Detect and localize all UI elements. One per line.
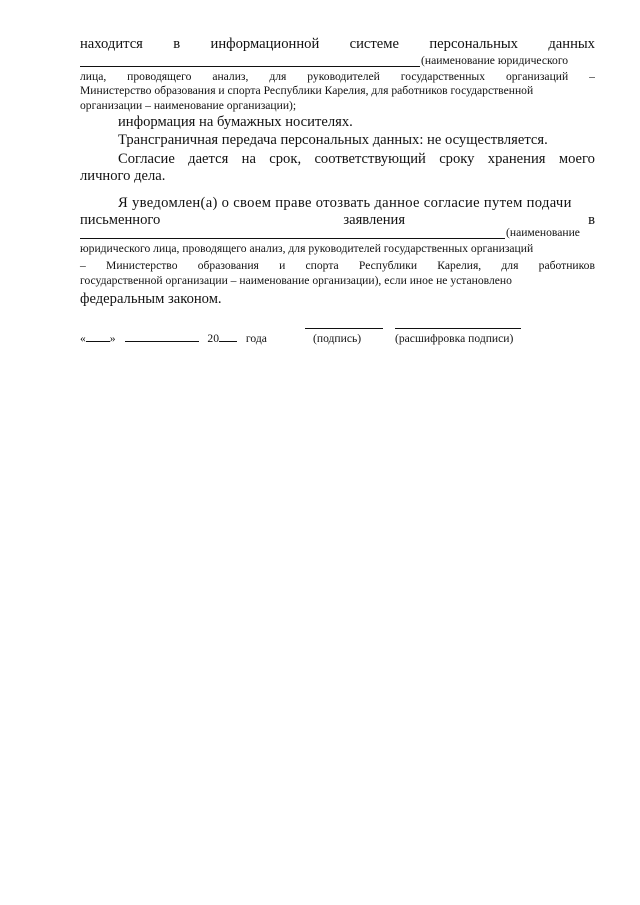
para1-line2-tail: (наименование юридического <box>421 54 569 67</box>
revoke-line6 <box>80 275 512 287</box>
revoke-line6-text: государственной организации – наименование организации), если иное не установлено <box>80 274 512 287</box>
word: Согласие <box>118 151 175 167</box>
word: заявления <box>343 212 406 228</box>
word: лица, <box>80 70 107 83</box>
word: Карелия, <box>437 259 482 272</box>
word: Министерство <box>106 259 178 272</box>
word: срок, <box>269 151 302 167</box>
day-blank <box>86 341 110 342</box>
word: для <box>501 259 519 272</box>
date-field <box>80 333 267 345</box>
para1-line4: Министерство образования и спорта Республики Карелия, для работников государственной <box>80 84 534 97</box>
signature-label: (подпись) <box>313 332 362 345</box>
year-blank <box>219 341 237 342</box>
year-suffix: года <box>245 332 267 345</box>
word: – <box>80 259 86 272</box>
word: данных <box>548 36 595 52</box>
word: работников <box>538 259 595 272</box>
word: государственных <box>400 70 486 83</box>
signature-line <box>305 328 383 329</box>
word: системе <box>349 36 399 52</box>
word: Республики <box>358 259 418 272</box>
word: – <box>589 70 595 83</box>
revoke-line7: федеральным законом. <box>80 291 222 307</box>
word: персональных <box>429 36 518 52</box>
word: информационной <box>210 36 320 52</box>
word: организаций <box>505 70 569 83</box>
date-open-quote: « <box>80 332 86 345</box>
para1-line5: организации – наименование организации); <box>80 99 297 112</box>
org-name-blank-line <box>80 66 420 67</box>
revoke-line1: Я уведомлен(а) о своем праве отозвать данное согласие путем подачи <box>118 195 572 211</box>
revoke-line5 <box>80 259 595 272</box>
word: находится <box>80 36 143 52</box>
word: и <box>279 259 286 272</box>
term-line1 <box>118 151 595 168</box>
word: дается <box>188 151 229 167</box>
word: спорта <box>305 259 339 272</box>
word: для <box>269 70 287 83</box>
authority-name-blank-line <box>80 238 505 239</box>
word: сроку <box>439 151 475 167</box>
word: руководителей <box>307 70 380 83</box>
cross-border-text: Трансграничная передача персональных данных: не осуществляется. <box>118 132 548 148</box>
para1-line1 <box>80 36 595 53</box>
word: письменного <box>80 212 161 228</box>
revoke-line3-tail: (наименование <box>506 226 580 239</box>
month-blank <box>125 341 199 342</box>
word: анализ, <box>212 70 249 83</box>
word: проводящего <box>127 70 192 83</box>
word: соответствующий <box>314 151 426 167</box>
term-line2: личного дела. <box>80 168 166 184</box>
word: в <box>588 212 595 228</box>
decode-label: (расшифровка подписи) <box>395 332 514 345</box>
word: в <box>173 36 181 52</box>
word: хранения <box>487 151 546 167</box>
date-close-quote: » <box>109 332 116 345</box>
revoke-line4: юридического лица, проводящего анализ, для руководителей государственных организаций <box>80 242 534 255</box>
paper-info-text: информация на бумажных носителях. <box>118 114 353 130</box>
word: образования <box>197 259 259 272</box>
year-prefix: 20 <box>207 332 219 345</box>
word: моего <box>558 151 595 167</box>
decode-line <box>395 328 521 329</box>
word: на <box>241 151 256 167</box>
para1-line3 <box>80 70 595 83</box>
